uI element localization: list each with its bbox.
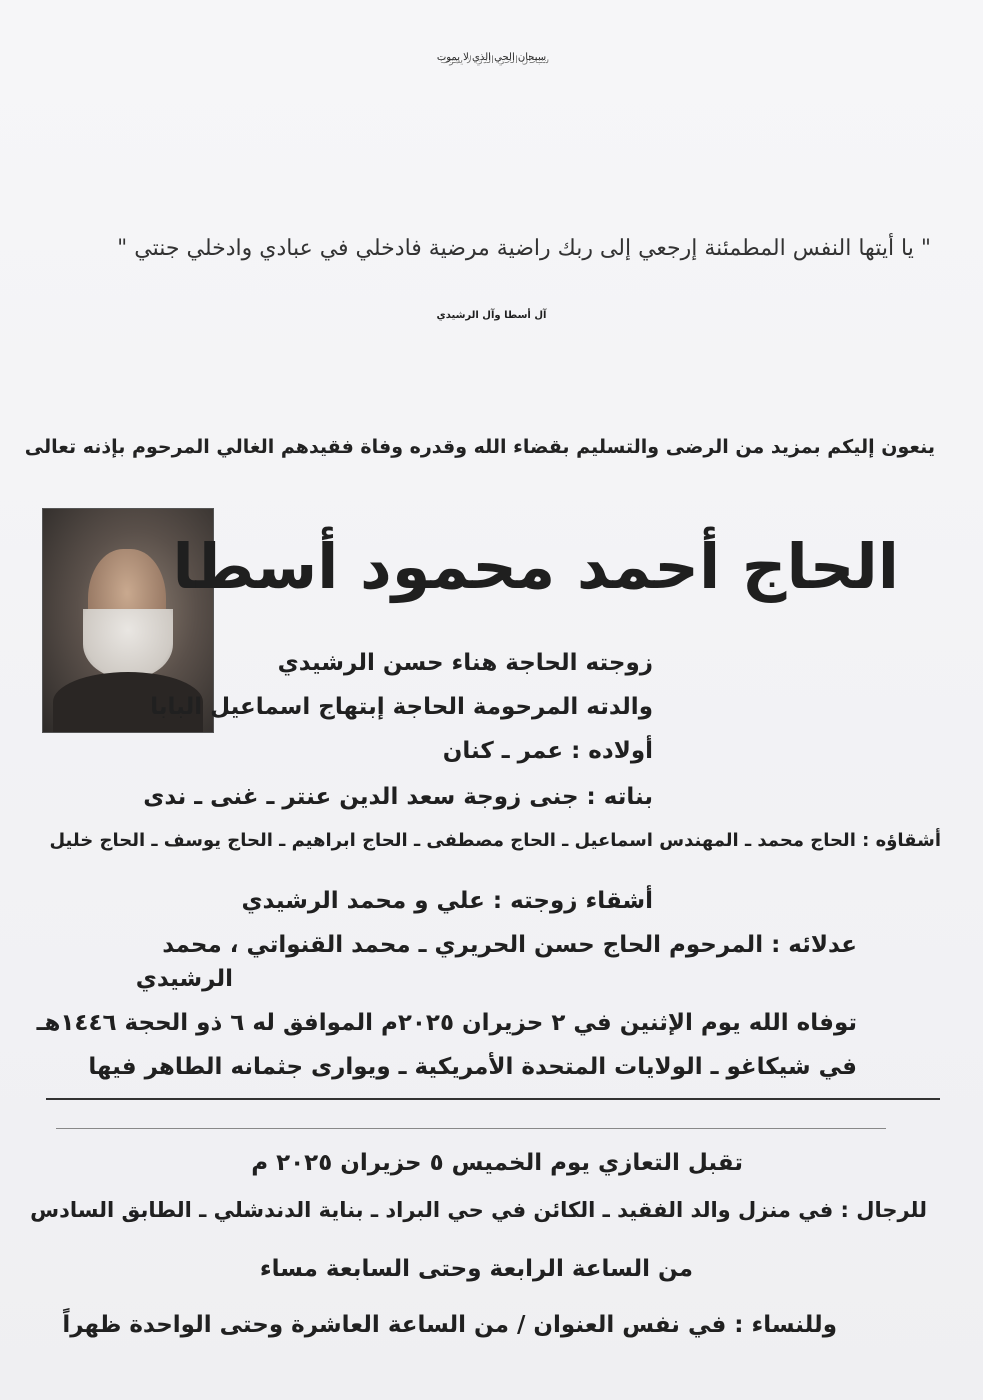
relative-brothers: أشقاؤه : الحاج محمد ـ المهندس اسماعيل ـ الحاج مصطفى ـ الحاج ابراهيم ـ الحاج يوسف ـ الحاج خليل: [49, 830, 941, 851]
relative-in-laws-line2: الرشيدي: [135, 966, 233, 992]
family-name: آل أسطا وآل الرشيدي: [436, 310, 547, 321]
relative-wife-brothers: أشقاء زوجته : علي و محمد الرشيدي: [241, 888, 653, 914]
deceased-name: الحاج أحمد محمود أسطا: [172, 530, 899, 603]
section-divider: [46, 1098, 940, 1100]
quran-verse: " يا أيتها النفس المطمئنة إرجعي إلى ربك راضية مرضية فادخلي في عبادي وادخلي جنتي ": [117, 236, 931, 261]
relative-wife: زوجته الحاجة هناء حسن الرشيدي: [277, 650, 653, 676]
condolences-date: تقبل التعازي يوم الخميس ٥ حزيران ٢٠٢٥ م: [251, 1150, 743, 1176]
relative-sons: أولاده : عمر ـ كنان: [442, 738, 653, 764]
relative-mother: والدته المرحومة الحاجة إبتهاج اسماعيل البابا: [150, 694, 653, 720]
photo-beard: [83, 609, 173, 679]
section-divider-dotted: [56, 1128, 886, 1129]
announcement-text: ينعون إليكم بمزيد من الرضى والتسليم بقضاء الله وقدره وفاة فقيدهم الغالي المرحوم بإذنه تعالى: [24, 436, 935, 458]
condolences-women: وللنساء : في نفس العنوان / من الساعة العاشرة وحتى الواحدة ظهراً: [62, 1312, 837, 1338]
condolences-men-hours: من الساعة الرابعة وحتى السابعة مساء: [259, 1256, 693, 1282]
relative-daughters: بناته : جنى زوجة سعد الدين عنتر ـ غنى ـ ندى: [143, 784, 653, 810]
condolences-men-location: للرجال : في منزل والد الفقيد ـ الكائن في حي البراد ـ بناية الدندشلي ـ الطابق السادس: [30, 1198, 927, 1222]
calligraphy-header: سبحان الحي الذي لا يموت: [436, 52, 547, 63]
death-date-line: توفاه الله يوم الإثنين في ٢ حزيران ٢٠٢٥م الموافق له ٦ ذو الحجة ١٤٤٦هـ: [36, 1010, 857, 1036]
relative-in-laws-line1: عدلائه : المرحوم الحاج حسن الحريري ـ محمد القنواتي ، محمد: [162, 932, 857, 958]
burial-place-line: في شيكاغو ـ الولايات المتحدة الأمريكية ـ ويوارى جثمانه الطاهر فيها: [88, 1054, 857, 1080]
